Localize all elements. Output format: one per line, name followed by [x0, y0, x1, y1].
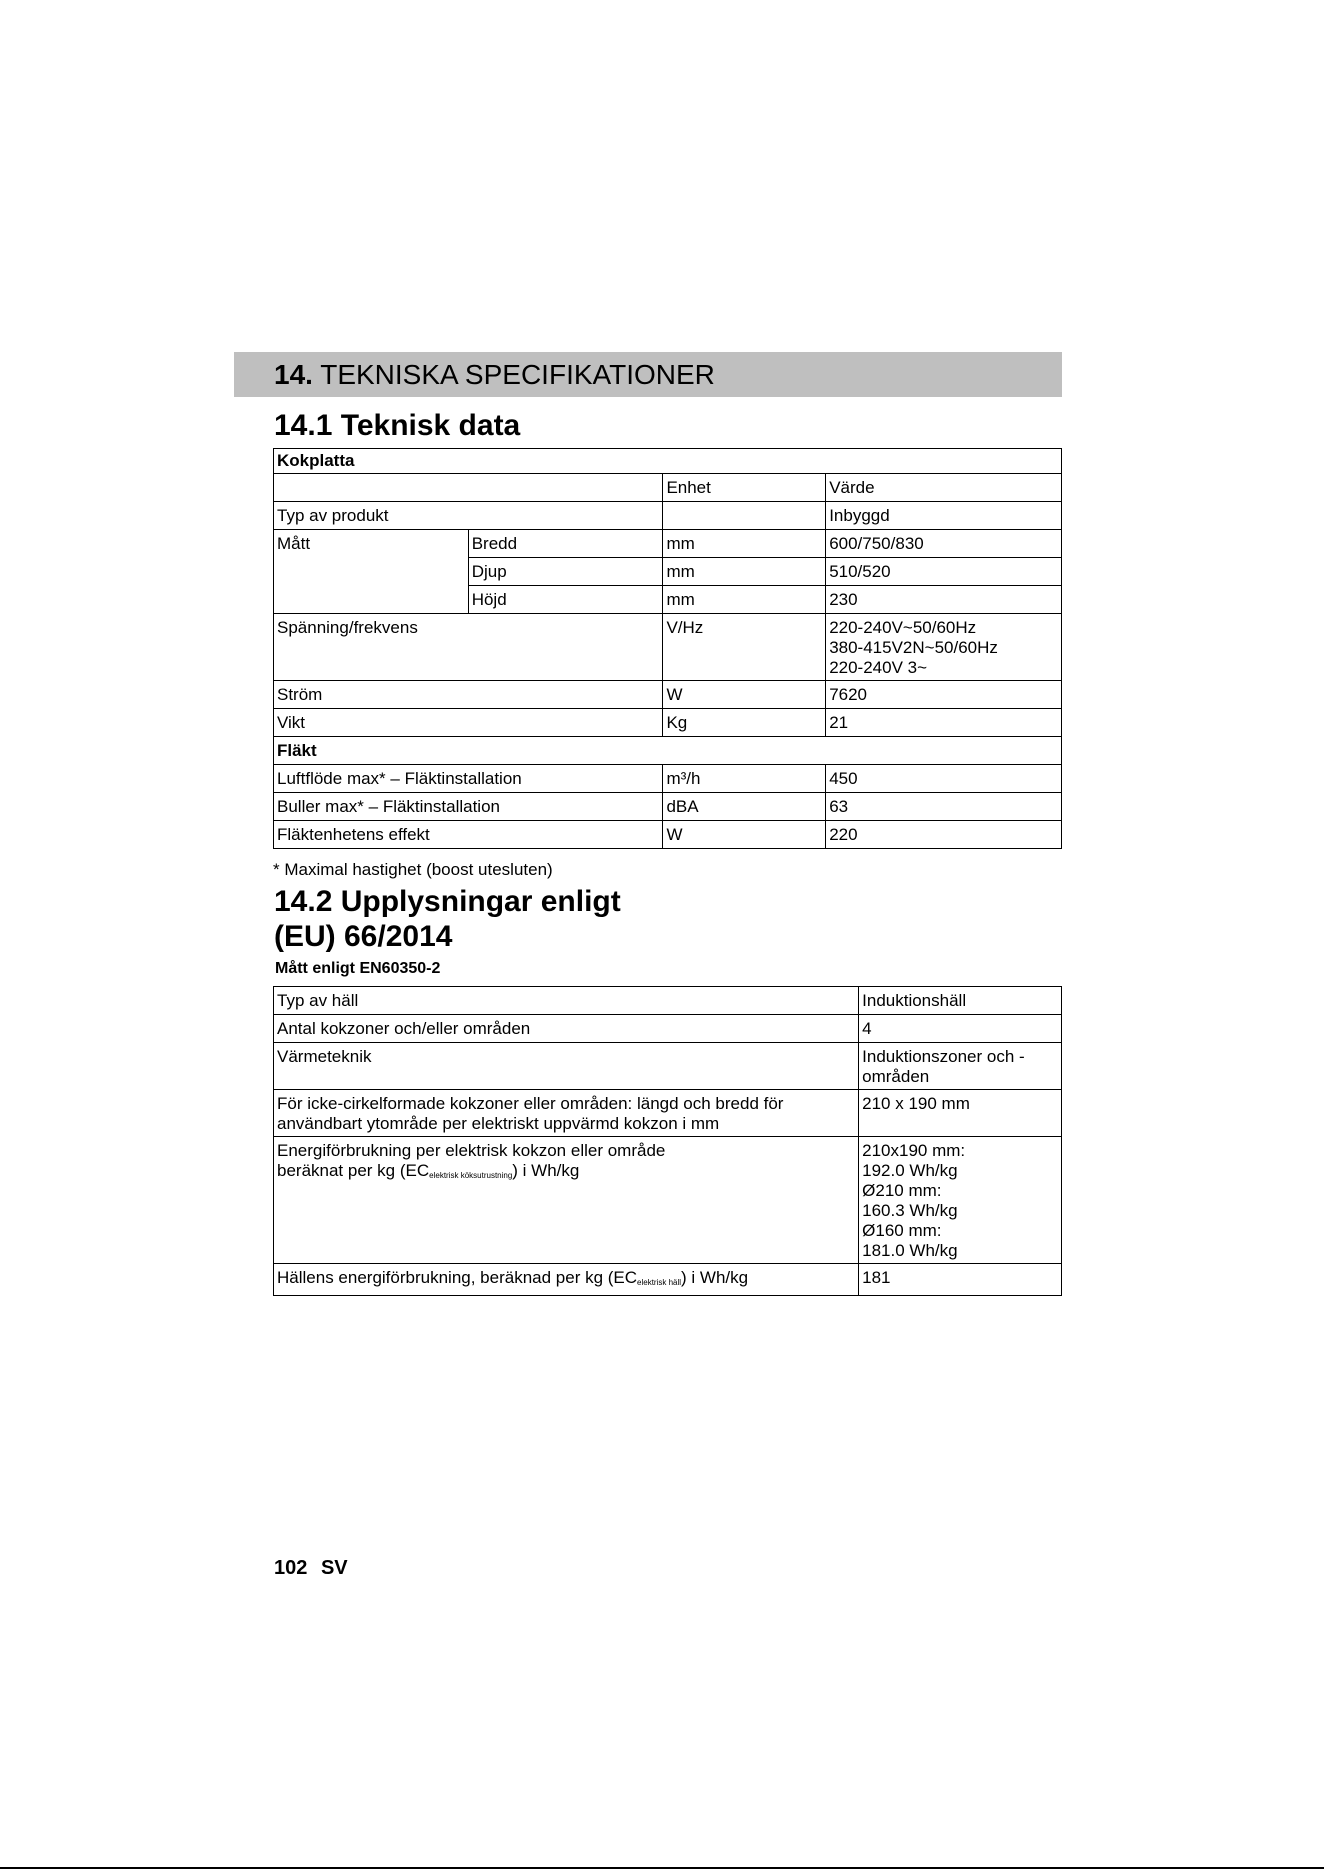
row-unit: V/Hz	[663, 614, 826, 681]
row-value: 210 x 190 mm	[859, 1090, 1062, 1137]
table-row	[274, 987, 1062, 1015]
section-number: 14.	[274, 359, 313, 390]
bottom-divider	[0, 1867, 1324, 1869]
row-value: Induktionshäll	[859, 987, 1062, 1015]
row-label: Värmeteknik	[274, 1043, 859, 1090]
row-unit: W	[663, 821, 826, 849]
row-label: Typ av häll	[274, 987, 859, 1015]
value-line: 210x190 mm:	[862, 1141, 966, 1160]
table-row	[274, 1015, 1062, 1043]
row-label-matt: Mått	[274, 530, 469, 614]
label-subscript: elektrisk köksutrustning	[429, 1171, 513, 1180]
row-value: Inbyggd	[826, 502, 1062, 530]
row-value: 21	[826, 709, 1062, 737]
value-line: 160.3 Wh/kg	[862, 1201, 958, 1220]
row-unit: W	[663, 681, 826, 709]
value-line: 192.0 Wh/kg	[862, 1161, 958, 1180]
table-row	[274, 765, 1062, 793]
table-row	[274, 449, 1062, 474]
row-unit: mm	[663, 558, 826, 586]
row-value: 600/750/830	[826, 530, 1062, 558]
row-value: 220	[826, 821, 1062, 849]
row-value	[826, 614, 1062, 681]
table-row	[274, 474, 1062, 502]
value-line: Induktionszoner och -	[862, 1047, 1025, 1066]
label-subscript: elektrisk häll	[637, 1278, 682, 1287]
table-row	[274, 502, 1062, 530]
table-row	[274, 530, 1062, 558]
table-row	[274, 737, 1062, 765]
row-unit: mm	[663, 530, 826, 558]
label-text: beräknat per kg (EC	[277, 1161, 430, 1180]
group-flakt: Fläkt	[274, 737, 1062, 765]
table-row	[274, 709, 1062, 737]
page-footer	[274, 1557, 348, 1580]
row-label: Spänning/frekvens	[274, 614, 663, 681]
section-header	[234, 352, 1062, 397]
group-kokplatta: Kokplatta	[274, 449, 1062, 474]
heading-line: 14.2 Upplysningar enligt	[274, 885, 621, 918]
row-label: Fläktenhetens effekt	[274, 821, 663, 849]
label-text: ) i Wh/kg	[512, 1161, 580, 1180]
value-line: Ø210 mm:	[862, 1181, 942, 1200]
row-label	[274, 1264, 859, 1296]
value-line: 220-240V 3~	[829, 658, 928, 677]
table-row	[274, 1043, 1062, 1090]
row-value: 230	[826, 586, 1062, 614]
row-label	[274, 1090, 859, 1137]
value-line: 380-415V2N~50/60Hz	[829, 638, 998, 657]
row-unit: dBA	[663, 793, 826, 821]
heading-upplysningar	[274, 884, 621, 954]
header-empty-cell	[274, 474, 663, 502]
section-title: TEKNISKA SPECIFIKATIONER	[320, 359, 715, 390]
table-row	[274, 614, 1062, 681]
row-value: 7620	[826, 681, 1062, 709]
row-unit: mm	[663, 586, 826, 614]
label-line: användbart ytområde per elektriskt uppvärmd kokzon i mm	[277, 1114, 720, 1133]
footnote: * Maximal hastighet (boost utesluten)	[273, 860, 553, 879]
label-text: Hällens energiförbrukning, beräknad per kg (EC	[277, 1268, 638, 1287]
row-value: 510/520	[826, 558, 1062, 586]
row-sublabel: Höjd	[468, 586, 663, 614]
value-line: Ø160 mm:	[862, 1221, 942, 1240]
heading-line: (EU) 66/2014	[274, 920, 453, 953]
row-label: Typ av produkt	[274, 502, 663, 530]
language-code: SV	[320, 1557, 348, 1579]
value-line: 220-240V~50/60Hz	[829, 618, 977, 637]
table-row	[274, 1264, 1062, 1296]
value-line: 181.0 Wh/kg	[862, 1241, 958, 1260]
table-row	[274, 1137, 1062, 1264]
eu-info-table	[273, 986, 1062, 1296]
value-line: områden	[862, 1067, 930, 1086]
header-unit: Enhet	[663, 474, 826, 502]
row-label: Antal kokzoner och/eller områden	[274, 1015, 859, 1043]
table-row	[274, 793, 1062, 821]
row-value: 181	[859, 1264, 1062, 1296]
row-label: Luftflöde max* – Fläktinstallation	[274, 765, 663, 793]
header-value: Värde	[826, 474, 1062, 502]
row-unit: Kg	[663, 709, 826, 737]
table-row	[274, 681, 1062, 709]
table-row	[274, 821, 1062, 849]
label-line: Energiförbrukning per elektrisk kokzon eller område	[277, 1141, 666, 1160]
label-line: För icke-cirkelformade kokzoner eller områden: längd och bredd för	[277, 1094, 784, 1113]
subtitle-en60350: Mått enligt EN60350-2	[275, 960, 441, 977]
heading-teknisk-data: 14.1 Teknisk data	[274, 409, 521, 442]
row-value: 4	[859, 1015, 1062, 1043]
row-value: 63	[826, 793, 1062, 821]
page-number: 102	[274, 1557, 308, 1579]
row-unit	[663, 502, 826, 530]
row-unit: m³/h	[663, 765, 826, 793]
row-label: Vikt	[274, 709, 663, 737]
row-label	[274, 1137, 859, 1264]
label-line	[277, 1161, 855, 1186]
row-sublabel: Djup	[468, 558, 663, 586]
technical-data-table	[273, 448, 1062, 849]
label-text: ) i Wh/kg	[681, 1268, 749, 1287]
row-value: 450	[826, 765, 1062, 793]
row-sublabel: Bredd	[468, 530, 663, 558]
row-value	[859, 1043, 1062, 1090]
row-value	[859, 1137, 1062, 1264]
row-label: Ström	[274, 681, 663, 709]
table-row	[274, 1090, 1062, 1137]
row-label: Buller max* – Fläktinstallation	[274, 793, 663, 821]
